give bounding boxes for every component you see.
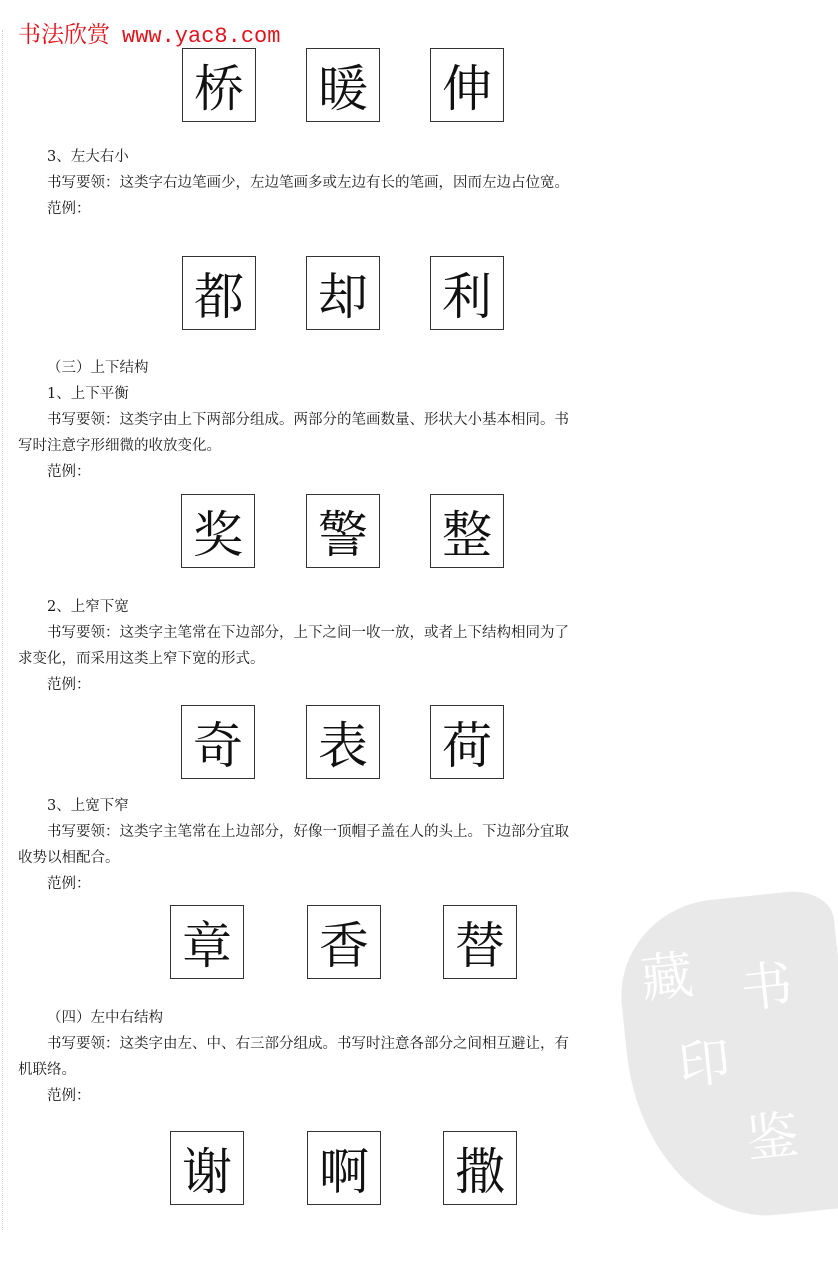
example-label: 范例： [47,201,91,217]
example-char-box: 都 [182,256,256,330]
paragraph: 书写要领：这类字右边笔画少，左边笔画多或左边有长的笔画，因而左边占位宽。 [47,175,569,191]
seal-char: 印 [675,1031,734,1098]
paragraph-continued: 机联络。 [18,1062,76,1078]
subsection-heading: 1、上下平衡 [47,386,129,402]
example-label: 范例： [47,677,91,693]
example-char-box: 谢 [170,1131,244,1205]
example-char-box: 奖 [181,494,255,568]
example-char-box: 利 [430,256,504,330]
seal-char: 藏 [638,945,697,1011]
seal-char: 鉴 [743,1105,802,1171]
seal-watermark [612,887,838,1228]
example-char-box: 整 [430,494,504,568]
example-char-box: 却 [306,256,380,330]
watermark-url[interactable]: www.yac8.com [122,24,281,49]
seal-char: 书 [737,955,796,1021]
subsection-heading: 2、上窄下宽 [47,599,129,615]
watermark-title: 书法欣赏 [18,22,110,48]
example-char-box: 香 [307,905,381,979]
example-char-box: 撒 [443,1131,517,1205]
section-heading: （四）左中右结构 [47,1010,163,1026]
paragraph: 书写要领：这类字由上下两部分组成。两部分的笔画数量、形状大小基本相同。书 [47,412,569,428]
example-char-box: 啊 [307,1131,381,1205]
example-char-box: 章 [170,905,244,979]
paragraph: 书写要领：这类字由左、中、右三部分组成。书写时注意各部分之间相互避让，有 [47,1036,569,1052]
example-char-box: 替 [443,905,517,979]
example-label: 范例： [47,1088,91,1104]
example-char-box: 暖 [306,48,380,122]
example-label: 范例： [47,464,91,480]
example-label: 范例： [47,876,91,892]
section-heading: （三）上下结构 [47,360,149,376]
subsection-heading: 3、左大右小 [47,149,129,165]
example-char-box: 警 [306,494,380,568]
example-char-box: 伸 [430,48,504,122]
example-char-box: 奇 [181,705,255,779]
example-char-box: 桥 [182,48,256,122]
paragraph-continued: 求变化，而采用这类上窄下宽的形式。 [18,651,265,667]
paragraph: 书写要领：这类字主笔常在下边部分，上下之间一收一放，或者上下结构相同为了 [47,625,569,641]
paragraph-continued: 收势以相配合。 [18,850,120,866]
subsection-heading: 3、上宽下窄 [47,798,129,814]
example-char-box: 表 [306,705,380,779]
paragraph: 书写要领：这类字主笔常在上边部分，好像一顶帽子盖在人的头上。下边部分宜取 [47,824,569,840]
page-edge [2,30,9,1230]
paragraph-continued: 写时注意字形细微的收放变化。 [18,438,221,454]
example-char-box: 荷 [430,705,504,779]
site-watermark [18,16,280,49]
